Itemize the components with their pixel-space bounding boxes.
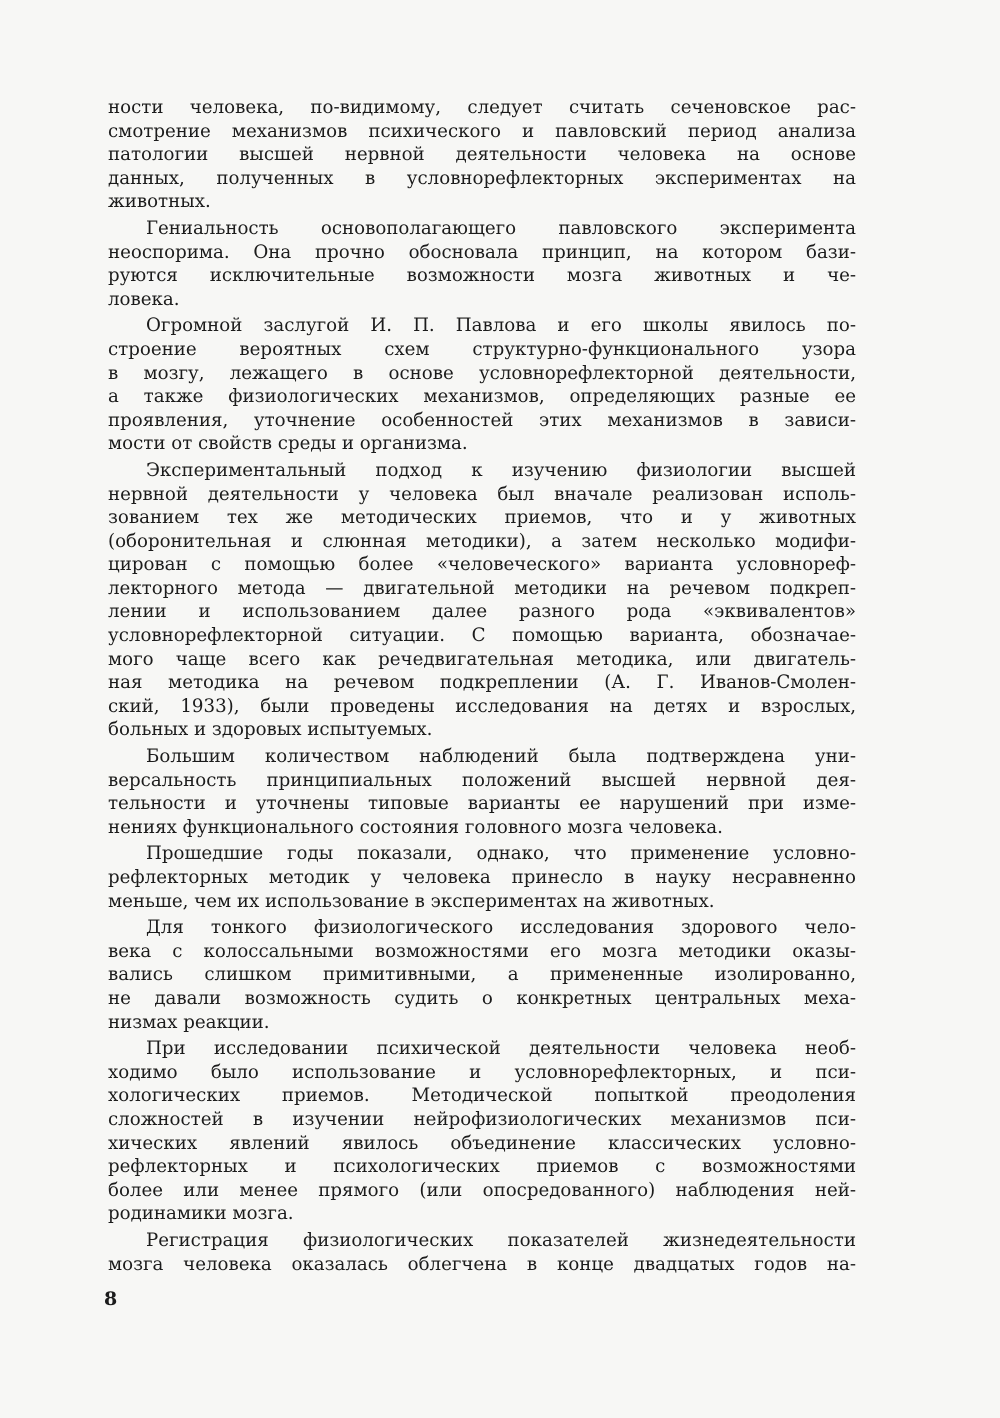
text-line: версальность принципиальных положений высшей нервной дея-	[108, 769, 856, 791]
text-line: строение вероятных схем структурно-функционального узора	[108, 338, 856, 360]
text-line: рефлекторных методик у человека принесло в науку несравненно	[108, 867, 856, 888]
paragraph-6	[108, 842, 856, 913]
paragraph-7	[108, 916, 856, 1034]
text-line: мого чаще всего как речедвигательная методика, или двигатель-	[108, 648, 856, 670]
paragraph-2	[108, 217, 856, 311]
text-line: (оборонительная и слюнная методики), а затем несколько модифи-	[108, 530, 856, 552]
text-line: Регистрация физиологических показателей жизнедеятельности	[146, 1229, 856, 1251]
text-line: проявления, уточнение особенностей этих механизмов в зависи-	[108, 409, 856, 431]
text-line: в мозгу, лежащего в основе условнорефлекторной деятельности,	[108, 362, 856, 384]
text-line: мости от свойств среды и организма.	[108, 433, 468, 455]
text-line: больных и здоровых испытуемых.	[108, 719, 433, 741]
paragraph-5	[108, 745, 856, 839]
text-line: смотрение механизмов психического и павловский период анализа	[108, 120, 856, 142]
text-line: цирован с помощью более «человеческого» варианта условнореф-	[108, 554, 856, 576]
text-line: тельности и уточнены типовые варианты ее нарушений при изме-	[108, 793, 856, 815]
text-line: Гениальность основополагающего павловского эксперимента	[146, 217, 856, 239]
text-line: зованием тех же методических приемов, что и у животных	[108, 507, 856, 529]
text-line: меньше, чем их использование в экспериментах на животных.	[108, 890, 715, 912]
text-line: ский, 1933), были проведены исследования на детях и взрослых,	[108, 695, 856, 717]
page-number: 8	[104, 1288, 118, 1310]
text-line: Для тонкого физиологического исследования здорового чело-	[146, 917, 856, 939]
text-line: века с колоссальными возможностями его мозга методики оказы-	[108, 940, 856, 962]
text-line: Прошедшие годы показали, однако, что применение условно-	[146, 843, 856, 865]
text-line: нениях функционального состояния головного мозга человека.	[108, 816, 723, 838]
text-line: неоспорима. Она прочно обосновала принцип, на котором бази-	[108, 241, 856, 263]
text-line: родинамики мозга.	[108, 1203, 294, 1225]
text-line: руются исключительные возможности мозга животных и че-	[108, 265, 856, 287]
text-line: Большим количеством наблюдений была подтверждена уни-	[146, 746, 856, 768]
text-line: хологических приемов. Методической попыткой преодоления	[108, 1085, 856, 1107]
paragraph-4	[108, 459, 856, 742]
text-line: не давали возможность судить о конкретных центральных меха-	[108, 987, 856, 1009]
text-line: мозга человека оказалась облегчена в конце двадцатых годов на-	[108, 1253, 856, 1275]
paragraph-3	[108, 314, 856, 456]
body-text	[108, 96, 856, 1279]
paragraph-1	[108, 96, 856, 214]
text-line: хических явлений явилось объединение классических условно-	[108, 1132, 856, 1154]
text-line: Экспериментальный подход к изучению физиологии высшей	[146, 459, 856, 481]
paragraph-8	[108, 1037, 856, 1226]
text-line: патологии высшей нервной деятельности человека на основе	[108, 144, 856, 166]
text-line: более или менее прямого (или опосредованного) наблюдения ней-	[108, 1179, 856, 1201]
text-line: ходимо было использование и условнорефлекторных, и пси-	[108, 1061, 856, 1083]
text-line: низмах реакции.	[108, 1011, 270, 1033]
text-line: ности человека, по-видимому, следует считать сеченовское рас-	[108, 97, 856, 118]
text-line: а также физиологических механизмов, определяющих разные ее	[108, 386, 856, 408]
text-line: сложностей в изучении нейрофизиологических механизмов пси-	[108, 1108, 856, 1130]
text-line: нервной деятельности у человека был вначале реализован исполь-	[108, 483, 856, 505]
text-line: вались слишком примитивными, а примененные изолированно,	[108, 964, 856, 986]
text-line: условнорефлекторной ситуации. С помощью варианта, обозначае-	[108, 625, 856, 647]
text-line: При исследовании психической деятельности человека необ-	[146, 1038, 856, 1060]
text-line: рефлекторных и психологических приемов с возможностями	[108, 1156, 856, 1178]
text-line: данных, полученных в условнорефлекторных экспериментах на	[108, 167, 856, 189]
text-line: Огромной заслугой И. П. Павлова и его школы явилось по-	[146, 315, 856, 337]
text-line: ная методика на речевом подкреплении (А. Г. Иванов-Смолен-	[108, 672, 856, 694]
text-line: ловека.	[108, 288, 180, 310]
text-line: лекторного метода — двигательной методики на речевом подкреп-	[108, 577, 856, 599]
text-line: лении и использованием далее разного рода «эквивалентов»	[108, 601, 856, 623]
text-line: животных.	[108, 191, 211, 213]
paragraph-9	[108, 1229, 856, 1276]
